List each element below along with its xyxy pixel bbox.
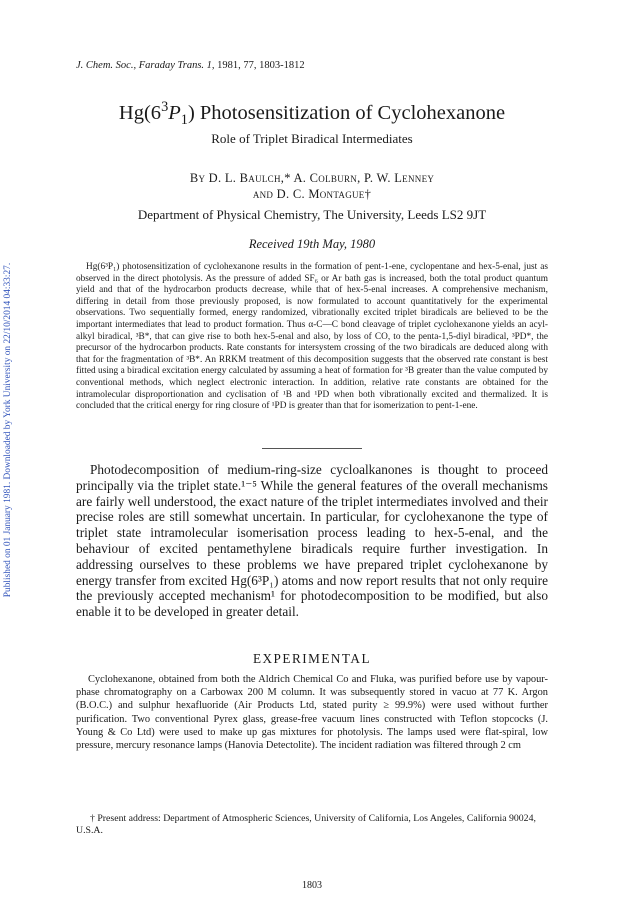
journal-citation bbox=[76, 60, 305, 71]
paper-subtitle: Role of Triplet Biradical Intermediates bbox=[211, 131, 413, 146]
paper-title: $Hg(6^3P_1)$ Photosensitization of Cyclohexanone bbox=[118, 99, 506, 129]
author-list bbox=[0, 170, 624, 202]
author-line-2: and D. C. Montague† bbox=[252, 187, 372, 201]
section-divider bbox=[262, 448, 362, 449]
affiliation: Department of Physical Chemistry, The University, Leeds LS2 9JT bbox=[137, 207, 487, 222]
footnote: † Present address: Department of Atmospheric Sciences, University of California, Los Angeles, California 90024, U.S.A. bbox=[76, 813, 536, 836]
experimental-paragraph: Cyclohexanone, obtained from both the Aldrich Chemical Co and Fluka, was purified before use by vapour-phase chromatography on a Carbowax 200 M column. It was subsequently stored in vacuo at 77 K. Argon (B.O.C.) and sulphur hexafluoride (Air Products Ltd, stated purity ≥ 99.9%) were used without further purification. Two conventional Pyrex glass, grease-free vacuum lines constructed with Teflon stopcocks (J. Young & Co Ltd) were used to make up gas mixtures for photolysis. The lamps used were flat-spiral, low pressure, mercury resonance lamps (Hanovia Detectolite). The incident radiation was filtered through 2 cm bbox=[76, 674, 548, 752]
introduction-paragraph: Photodecomposition of medium-ring-size cycloalkanones is thought to proceed principally via the triplet state.¹⁻⁵ While the general features of the overall mechanisms are fairly well understood, the exact nature of the triplet intermediates involved and their precise roles are still somewhat uncertain. In particular, for cyclohexanone the type of triplet state intramolecular isomerisation process leading to hex-5-enal, and the behaviour of excited pentamethylene biradicals require further investigation. In addressing ourselves to these problems we have prepared triplet cyclohexanone by energy transfer from excited Hg(6³P₁) atoms and now report results that not only require the previously accepted mechanism¹ for photodecomposition to be modified, but also enable it to be developed in greater detail. bbox=[76, 462, 548, 620]
received-date: Received 19th May, 1980 bbox=[248, 237, 376, 251]
author-line-1: By D. L. Baulch,* A. Colburn, P. W. Lenney bbox=[189, 171, 435, 185]
journal-details: 1981, 77, 1803-1812 bbox=[217, 60, 305, 71]
section-heading: EXPERIMENTAL bbox=[252, 651, 372, 666]
download-watermark bbox=[0, 150, 16, 710]
page-number: 1803 bbox=[302, 880, 322, 891]
abstract: Hg(6³P₁) photosensitization of cyclohexanone results in the formation of pent-1-ene, cyclopentane and hex-5-enal, just as observed in the direct photolysis. As the pressure of added SF₆ or Ar bath gas is increased, both the total product quantum yield and that of the hydrocarbon products decrease, while that of hex-5-enal increases. A comprehensive mechanism, differing in detail from those previously proposed, is now formulated to account quantitatively for the experimental observations. Two sequentially formed, energy randomized, vibrationally excited triplet biradicals are believed to be the important intermediates that lead to product formation. Thus α-C—C bond cleavage of triplet cyclohexanone yields an acyl-alkyl biradical, ³B*, that can give rise to both hex-5-enal and also, by loss of CO, to the penta-1,5-diyl biradical, ³PD*, the precursor of the hydrocarbon products. Rate constants for intersystem crossing of the two biradicals are deduced along with that for the fragmentation of ³B*. An RRKM treatment of this decomposition suggests that the observed rate constant is best fitted using a biradical excitation energy calculated by assuming a heat of formation for ³B greater than the value computed by conventional methods, which neglect electronic interaction. In addition, relative rate constants are obtained for the intramolecular disproportionation and cyclisation of ¹B and ¹PD when both vibrationally excited and thermalized. It is concluded that the critical energy for ring closure of ¹PD is greater than that for isomerization to pent-1-ene. bbox=[76, 262, 548, 412]
journal-name: J. Chem. Soc., Faraday Trans. 1, bbox=[76, 60, 215, 71]
download-watermark-text: Published on 01 January 1981. Downloaded by York University on 22/10/2014 04:33:27. bbox=[3, 262, 13, 598]
